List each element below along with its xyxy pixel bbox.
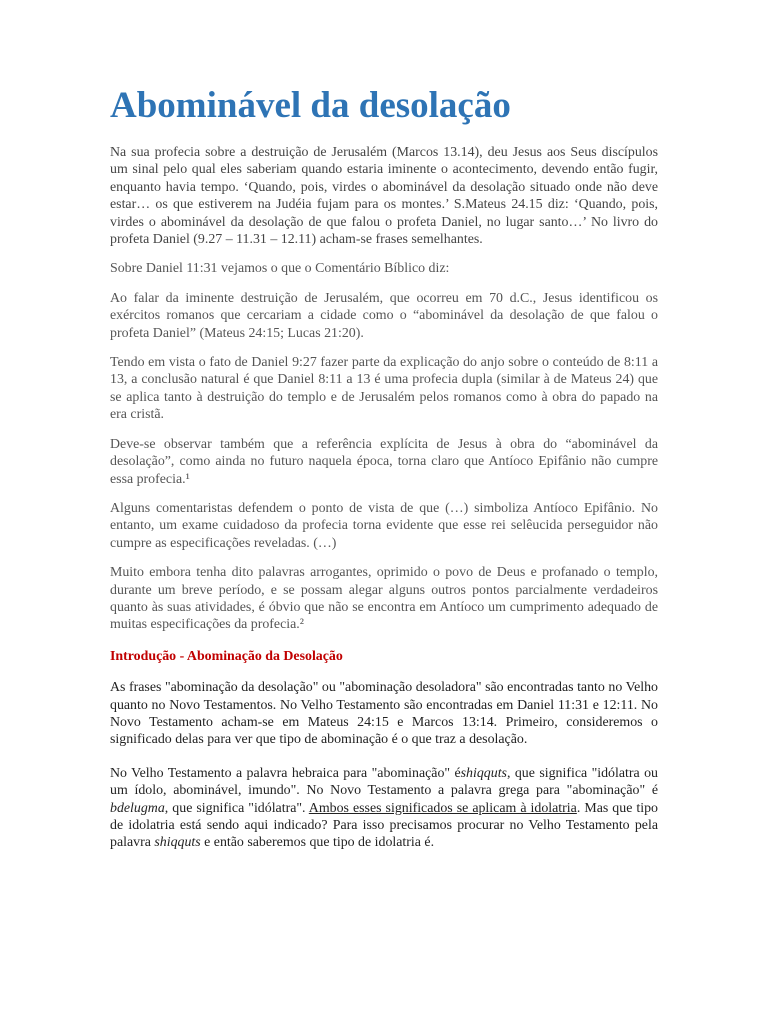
- document-content: [110, 84, 658, 868]
- text-run: , que significa "idólatra ou um ídolo, abominável, imundo". No Novo Testamento a palavra grega para "abominação" é: [110, 765, 658, 799]
- paragraph-antiochus: Muito embora tenha dito palavras arrogantes, oprimido o povo de Deus e profanado o templo, durante um breve período, e se possam alegar alguns outros pontos parcialmente verdadeiros quanto às suas atividades, é óbvio que não se encontra em Antíoco um cumprimento adequado de muitas especificações da profecia.²: [110, 565, 658, 633]
- text-run: No Velho Testamento a palavra hebraica para "abominação" é: [110, 765, 461, 781]
- text-run: e então saberemos que tipo de idolatria é.: [204, 835, 435, 851]
- text-run: . Mas que tipo de idolatria está sendo aqui indicado? Para isso precisamos procurar no Velho Testamento pela palavra: [110, 800, 659, 851]
- text-run: , que significa "idólatra".: [164, 800, 306, 816]
- paragraph-daniel-9-27: Tendo em vista o fato de Daniel 9:27 fazer parte da explicação do anjo sobre o conteúdo de 8:11 a 13, a conclusão natural é que Daniel 8:11 a 13 é uma profecia dupla (similar à de Mateus 24) que se aplica tanto à destruição do templo e de Jerusalém pelos romanos como à obra do papado na era cristã.: [110, 355, 658, 423]
- paragraph-commentary-lead: Sobre Daniel 11:31 vejamos o que o Comentário Bíblico diz:: [110, 261, 450, 277]
- paragraph-hebrew-word: [110, 765, 658, 852]
- greek-term: bdelugma: [110, 800, 165, 816]
- hebrew-term: shiqquts: [460, 765, 507, 781]
- paragraph-intro: Na sua profecia sobre a destruição de Jerusalém (Marcos 13.14), deu Jesus aos Seus discípulos um sinal pelo qual eles saberiam quando estaria iminente o acontecimento, devendo então fugir, enquanto havia tempo. ‘Quando, pois, virdes o abominável da desolação situado onde não deve estar… os que estiverem na Judéia fujam para os montes.’ S.Mateus 24.15 diz: ‘Quando, pois, virdes o abominável da desolação de que falou o profeta Daniel, no lugar santo…’ No livro do profeta Daniel (9.27 – 11.31 – 12.11) acham-se frases semelhantes.: [110, 145, 658, 248]
- paragraph-commentators: Alguns comentaristas defendem o ponto de vista de que (…) simboliza Antíoco Epifânio. No entanto, um exame cuidadoso da profecia torna evidente que esse rei selêucida perseguidor não cumpre as especificações reveladas. (…): [110, 500, 658, 551]
- underlined-phrase: Ambos esses significados se aplicam à idolatria: [308, 800, 577, 816]
- section-heading: Introdução - Abominação da Desolação: [110, 648, 343, 664]
- paragraph-phrases: As frases "abominação da desolação" ou "abominação desoladora" são encontradas tanto no Velho quanto no Novo Testamentos. No Velho Testamento são encontradas em Daniel 11:31 e 12:11. No Novo Testamento acham-se em Mateus 24:15 e Marcos 13:14. Primeiro, consideremos o significado delas para ver que tipo de abominação é o que traz a desolação.: [110, 680, 658, 748]
- paragraph-jerusalem: Ao falar da iminente destruição de Jerusalém, que ocorreu em 70 d.C., Jesus identificou os exércitos romanos que cercariam a cidade como o “abominável da desolação de que falou o profeta Daniel” (Mateus 24:15; Lucas 21:20).: [110, 290, 658, 341]
- hebrew-term-2: shiqquts: [154, 835, 201, 851]
- paragraph-explicit-reference: Deve-se observar também que a referência explícita de Jesus à obra do “abominável da desolação”, como ainda no futuro naquela época, torna claro que Antíoco Epifânio não cumpre essa profecia.¹: [110, 436, 658, 487]
- page-title: Abominável da desolação: [110, 85, 511, 126]
